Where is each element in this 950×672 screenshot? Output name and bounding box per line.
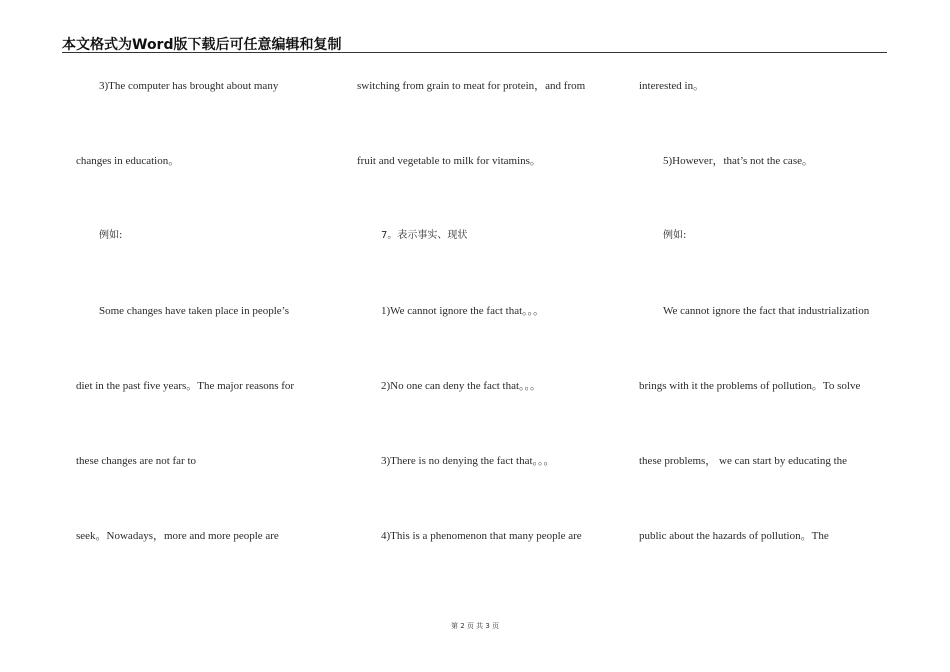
column-3-line-3: 例如:	[663, 230, 687, 241]
column-3-line-4: We cannot ignore the fact that industrialization	[663, 305, 870, 317]
column-3-line-2: 5)However，that’s not the case。	[663, 155, 813, 167]
column-1-line-4: Some changes have taken place in people’s	[99, 305, 289, 317]
column-1-line-7: seek。Nowadays，more and more people are	[76, 530, 279, 542]
column-2-line-6: 3)There is no denying the fact that。。。	[381, 455, 555, 467]
column-1-line-1: 3)The computer has brought about many	[99, 80, 279, 92]
column-3-line-5: brings with it the problems of pollution。To solve	[639, 380, 861, 392]
column-2-line-1: switching from grain to meat for protein，and from	[357, 80, 586, 92]
column-2-line-4: 1)We cannot ignore the fact that。。。	[381, 305, 545, 317]
column-3-line-6: these problems， we can start by educating the	[639, 455, 848, 467]
page-number-footer: 第 2 页 共 3 页	[450, 622, 500, 630]
document-header-title: 本文格式为Word版下载后可任意编辑和复制	[62, 37, 342, 53]
column-1-line-3: 例如:	[99, 230, 123, 241]
column-2-line-5: 2)No one can deny the fact that。。。	[381, 380, 542, 392]
column-2-line-7: 4)This is a phenomenon that many people are	[381, 530, 582, 542]
column-1-line-2: changes in education。	[76, 155, 180, 167]
column-1-line-5: diet in the past five years。The major reasons for	[76, 380, 295, 392]
column-1-line-6: these changes are not far to	[76, 455, 197, 467]
column-2-line-2: fruit and vegetable to milk for vitamins。	[357, 155, 541, 167]
column-3-line-7: public about the hazards of pollution。The	[639, 530, 829, 542]
column-2-line-3: 7。表示事实、现状	[381, 230, 468, 241]
column-3-line-1: interested in。	[639, 80, 705, 92]
